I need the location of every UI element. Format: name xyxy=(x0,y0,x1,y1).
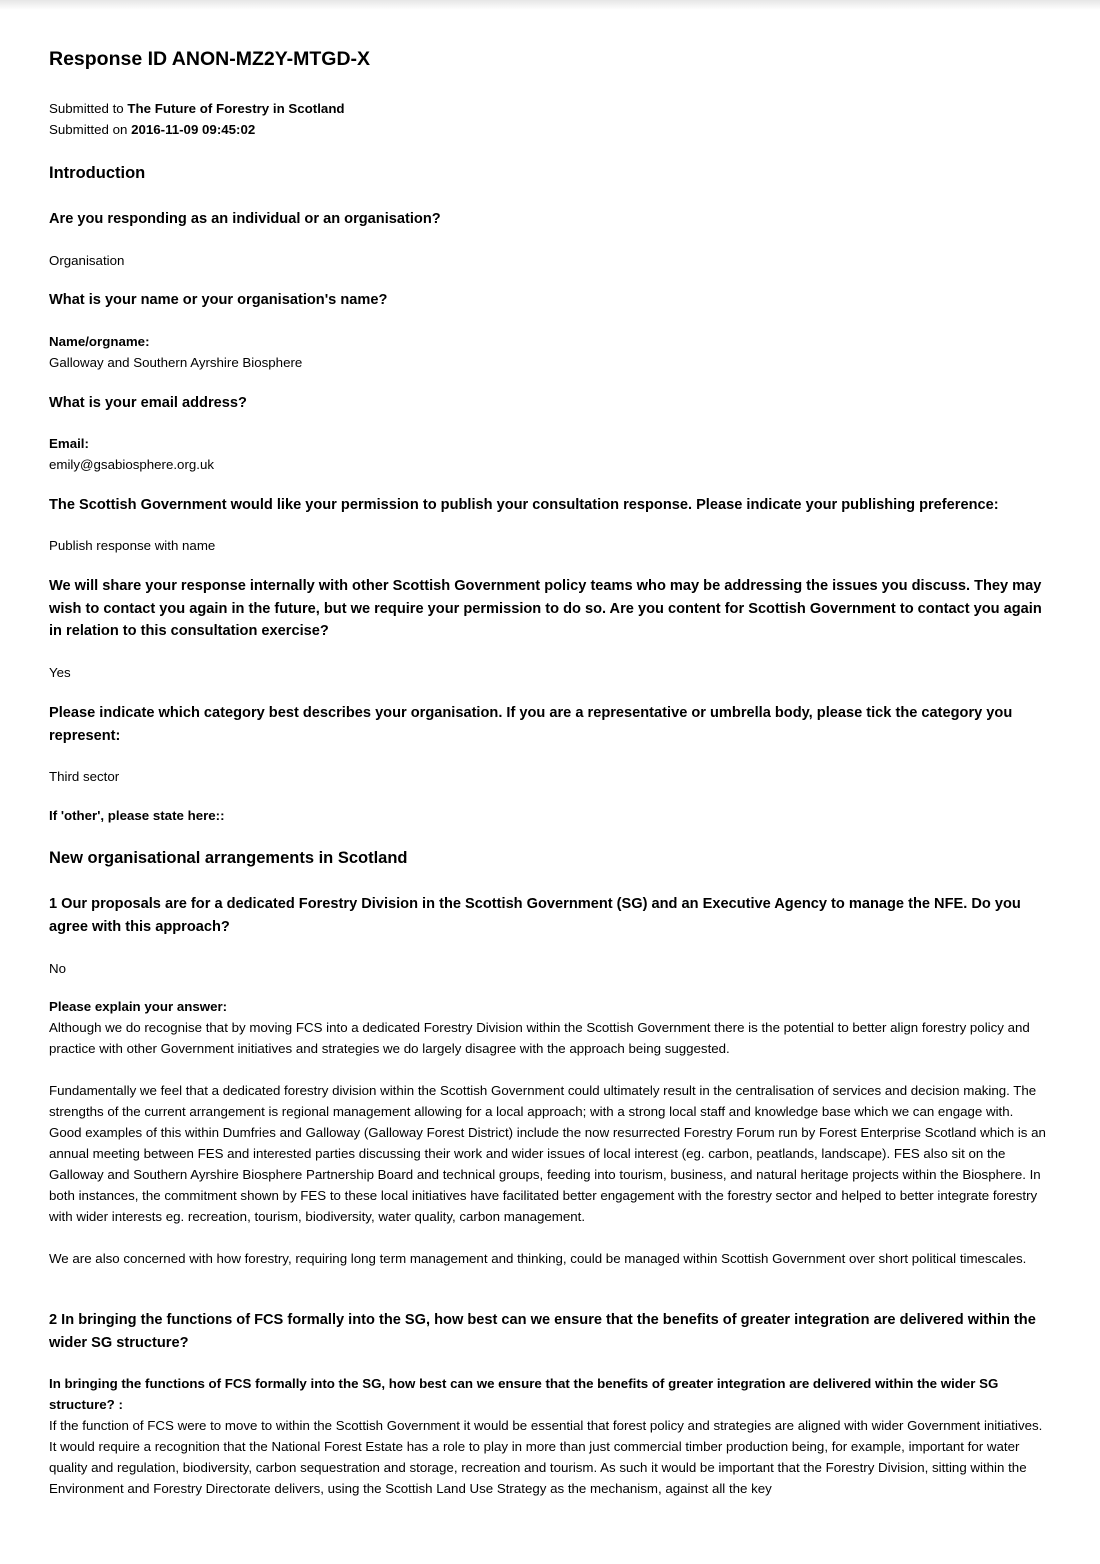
section-heading-new-arrangements: New organisational arrangements in Scotland xyxy=(49,849,408,867)
email-value: emily@gsabiosphere.org.uk xyxy=(49,457,215,472)
submitted-to-value: The Future of Forestry in Scotland xyxy=(127,101,345,116)
page-top-shadow xyxy=(0,0,1100,10)
name-label: Name/orgname: xyxy=(49,334,150,349)
answer-organisation-category: Third sector xyxy=(49,769,120,784)
submitted-to xyxy=(49,98,345,119)
question-contact-permission: We will share your response internally with other Scottish Government policy teams who may be addressing the issues you discuss. They may wish to contact you again in the future, but we require your permission to do so. Are you content for Scottish Government to contact you again in relation to this consultation exercise? xyxy=(49,578,1042,639)
question-publish-preference: The Scottish Government would like your permission to publish your consultation response. Please indicate your publishing preference: xyxy=(49,497,999,513)
answer-1-paragraph-2: Fundamentally we feel that a dedicated forestry division within the Scottish Government could ultimately result in the centralisation of services and decision making. The strengths of the current arrangement is regional management allowing for a local approach; with a strong local staff and knowledge base which we can engage with. Good examples of this within Dumfries and Galloway (Galloway Forest District) include the now resurrected Forestry Forum run by Forest Enterprise Scotland which is an annual meeting between FES and interested parties discussing their work and wider issues of local interest (eg. carbon, peatlands, landscape). FES also sit on the Galloway and Southern Ayrshire Biosphere Partnership Board and technical groups, feeding into tourism, business, and natural heritage projects within the Biosphere. In both instances, the commitment shown by FES to these local initiatives have facilitated better engagement with the forestry sector and helped to better integrate forestry with wider interests eg. recreation, tourism, biodiversity, water quality, carbon management. xyxy=(49,1083,1046,1224)
answer-1-paragraph-1: Although we do recognise that by moving FCS into a dedicated Forestry Division within the Scottish Government there is the potential to better align forestry policy and practice with other Government initiatives and strategies we do largely disagree with the approach being suggested. xyxy=(49,1020,1030,1056)
answer-2-paragraph-1: If the function of FCS were to move to within the Scottish Government it would be essential that forest policy and strategies are aligned with wider Government initiatives. It would require a recognition that the National Forest Estate has a role to play in more than just commercial timber production being, for example, important for water quality and regulation, biodiversity, carbon sequestration and storage, recreation and tourism. As such it would be important that the Forestry Division, sitting within the Environment and Forestry Directorate delivers, using the Scottish Land Use Strategy as the mechanism, against all the key xyxy=(49,1418,1043,1496)
question-2-sub-label: In bringing the functions of FCS formally into the SG, how best can we ensure that the benefits of greater integration are delivered within the wider SG structure? : xyxy=(49,1376,999,1412)
section-heading-introduction: Introduction xyxy=(49,164,146,182)
other-category-label: If 'other', please state here:: xyxy=(49,808,225,823)
question-email: What is your email address? xyxy=(49,395,247,411)
explain-answer-label: Please explain your answer: xyxy=(49,999,228,1014)
submitted-on-label: Submitted on xyxy=(49,122,128,137)
answer-1-paragraph-3: We are also concerned with how forestry, requiring long term management and thinking, could be managed within Scottish Government over short political timescales. xyxy=(49,1251,1027,1266)
email-label: Email: xyxy=(49,436,89,451)
answer-1: No xyxy=(49,961,66,976)
submitted-to-label: Submitted to xyxy=(49,101,124,116)
question-respondent-type: Are you responding as an individual or an organisation? xyxy=(49,211,441,227)
question-2: 2 In bringing the functions of FCS formally into the SG, how best can we ensure that the benefits of greater integration are delivered within the wider SG structure? xyxy=(49,1312,1036,1351)
answer-contact-permission: Yes xyxy=(49,665,71,680)
submitted-on xyxy=(49,119,255,140)
question-1: 1 Our proposals are for a dedicated Forestry Division in the Scottish Government (SG) and an Executive Agency to manage the NFE. Do you agree with this approach? xyxy=(49,896,1021,935)
question-name: What is your name or your organisation's name? xyxy=(49,292,388,308)
name-value: Galloway and Southern Ayrshire Biosphere xyxy=(49,355,303,370)
answer-publish-preference: Publish response with name xyxy=(49,538,216,553)
response-title: Response ID ANON-MZ2Y-MTGD-X xyxy=(49,48,371,70)
submitted-on-value: 2016-11-09 09:45:02 xyxy=(131,122,256,137)
question-organisation-category: Please indicate which category best describes your organisation. If you are a representative or umbrella body, please tick the category you represent: xyxy=(49,705,1013,744)
answer-respondent-type: Organisation xyxy=(49,253,125,268)
